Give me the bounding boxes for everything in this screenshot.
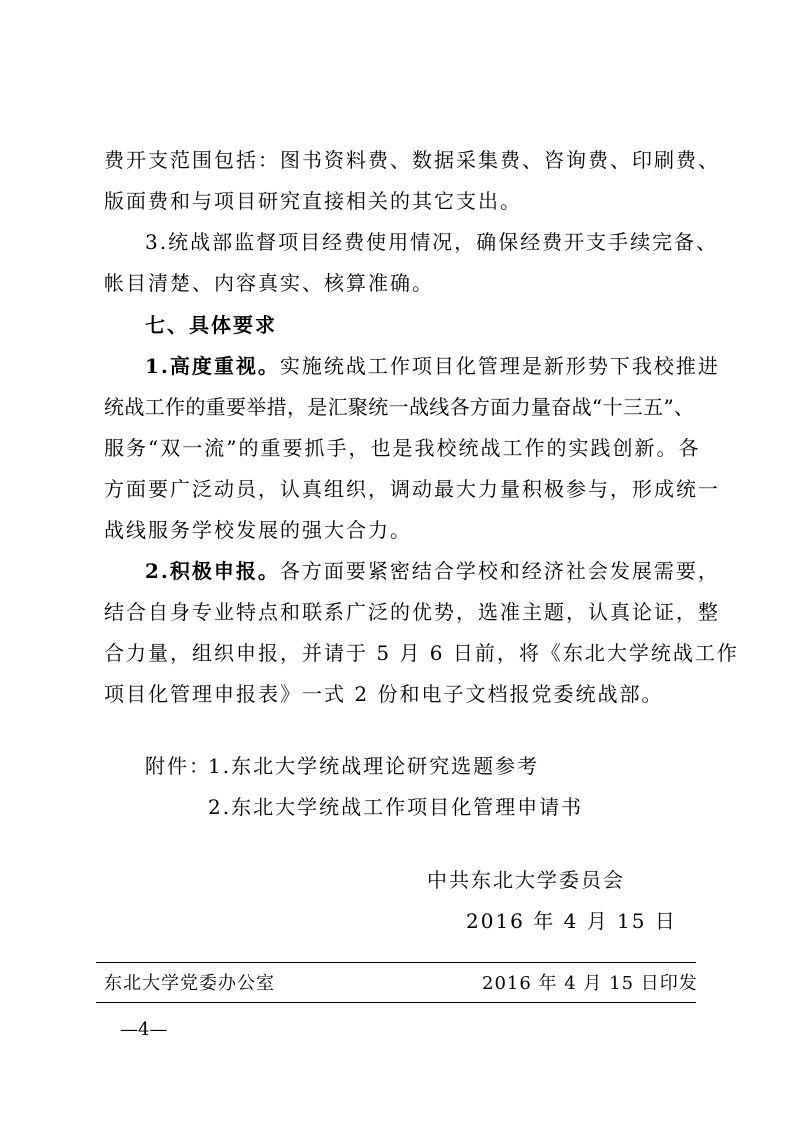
paragraph-text: 各方面要紧密结合学校和经济社会发展需要， (279, 559, 720, 583)
footer-top-rule (96, 962, 696, 963)
page-number: —4— (120, 1019, 168, 1040)
paragraph-line: 项目化管理申报表》一式 2 份和电子文档报党委统战部。 (104, 682, 664, 706)
paragraph-line: 统战工作的重要举措，是汇聚统一战线各方面力量奋战“十三五”、 (104, 395, 694, 419)
paragraph-line: 帐目清楚、内容真实、核算准确。 (104, 271, 434, 295)
paragraph-line (145, 352, 720, 380)
section-heading: 七、具体要求 (145, 313, 277, 337)
paragraph-line: 3.统战部监督项目经费使用情况，确保经费开支手续完备、 (145, 230, 719, 254)
footer-bottom-rule (96, 1002, 696, 1003)
paragraph-line: 版面费和与项目研究直接相关的其它支出。 (104, 189, 522, 213)
paragraph-text: 实施统战工作项目化管理是新形势下我校推进 (279, 354, 720, 378)
paragraph-line: 方面要广泛动员，认真组织，调动最大力量积极参与，形成统一 (104, 477, 720, 501)
signature-date: 2016 年 4 月 15 日 (466, 909, 677, 933)
paragraph-lead: 1.高度重视。 (145, 354, 280, 378)
paragraph-line (145, 557, 720, 585)
paragraph-line: 费开支范围包括：图书资料费、数据采集费、咨询费、印刷费、 (104, 148, 720, 172)
signature-organization: 中共东北大学委员会 (427, 868, 625, 892)
attachment-item: 1.东北大学统战理论研究选题参考 (208, 754, 540, 778)
paragraph-lead: 2.积极申报。 (145, 559, 280, 583)
paragraph-line: 战线服务学校发展的强大合力。 (104, 518, 412, 542)
attachment-item: 2.东北大学统战工作项目化管理申请书 (208, 795, 584, 819)
paragraph-line: 结合自身专业特点和联系广泛的优势，选准主题，认真论证，整 (104, 600, 720, 624)
footer-issuer: 东北大学党委办公室 (104, 973, 275, 994)
footer-issue-date: 2016 年 4 月 15 日印发 (482, 973, 698, 994)
attachments-label: 附件： (145, 754, 211, 778)
paragraph-line: 合力量，组织申报，并请于 5 月 6 日前，将《东北大学统战工作 (104, 641, 739, 665)
paragraph-line: 服务“双一流”的重要抓手，也是我校统战工作的实践创新。各 (104, 436, 701, 460)
